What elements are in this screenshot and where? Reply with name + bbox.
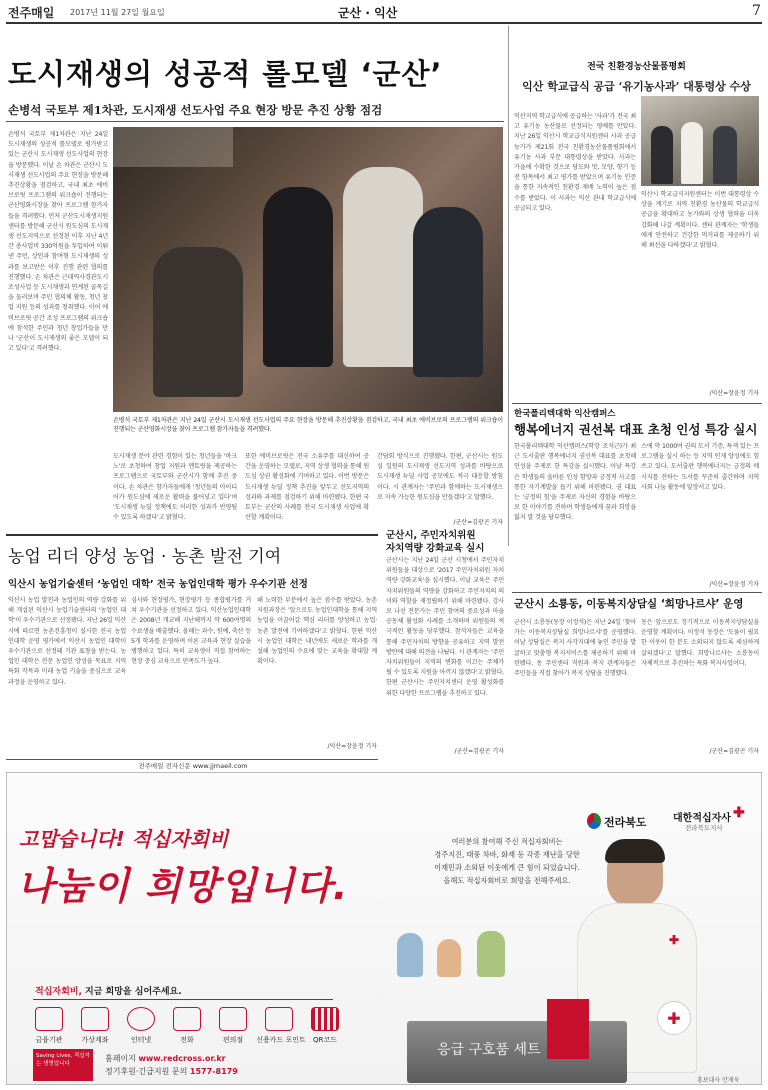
red-cross-ad bbox=[6, 772, 762, 1085]
ad-headline-2: 나눔이 희망입니다. bbox=[17, 864, 349, 908]
section-name: 군산 · 익산 bbox=[338, 6, 398, 20]
ad-subline-red: 적십자회비, bbox=[35, 987, 82, 997]
campus-body-3: 스에 약 1000여 권의 도서 기증, 특색 있는 프로그램을 실시 하는 등 지역 인재 양성에도 힘쓰고 있다. 도서출판 행복에너지는 긍정의 메시지를 전하는 도서를 꾸준히 출간하며 지역사회 나눔 활동에 앞장서고 있다. bbox=[641, 443, 759, 491]
farm-headline: 농업 리더 양성 농업 · 농촌 발전 기여 bbox=[8, 547, 282, 567]
farm-body-3: 해 노력한 부분에서 높은 점수를 받았다. 농촌지원과장은 '앞으로도 농업인대학을 통해 지역 농업을 이끌어갈 핵심 리더를 양성하고 농업·농촌 발전에 기여하겠다'고 밝혔다. 한편 익산시 농업인 대학은 내년에도 새로운 학과를 개설해 농업인의 수요에 맞는 교육을 확대할 계획이다. bbox=[257, 597, 377, 666]
photo-figure bbox=[263, 187, 333, 367]
campus-headline: 행복에너지 권선복 대표 초청 인성 특강 실시 bbox=[514, 422, 758, 437]
child-figure bbox=[477, 931, 505, 977]
jeonbuk-logo bbox=[587, 811, 647, 833]
phone-label: 정기후원·긴급지원 문의 bbox=[105, 1067, 188, 1076]
ambassador-hair bbox=[605, 839, 665, 863]
saving-lives-badge: Saving Lives, 적십자는 생명입니다 bbox=[33, 1049, 93, 1081]
newspaper-logo: 전주매일 bbox=[8, 6, 55, 20]
farm-body-1: 익산시 농업 발전과 농업인의 역량 강화를 위해 개설된 익산시 농업기술센터의 '농업인 대학'이 우수기관으로 선정됐다. 지난 26일 익산시에 따르면 농촌진흥청이 실시한 전국 농업인대학 운영 평가에서 익산시 농업인 대학이 우수기관으로 선정돼 기관 표창을 받는다. 농업인 대학은 전문 농업인 양성을 목표로 지역 특화 작목과 미래 농업 기술을 중심으로 교육 과정을 운영하고 있다. bbox=[8, 597, 126, 686]
photo-figure bbox=[153, 247, 243, 397]
ad-contacts bbox=[105, 1052, 238, 1078]
pay-label: QR코드 bbox=[313, 1036, 337, 1044]
ad-message-line: 여러분의 참여해 주신 적십자회비는 bbox=[451, 837, 563, 846]
photo-sign bbox=[113, 127, 233, 167]
pay-label: 인터넷 bbox=[130, 1036, 152, 1044]
welfare-headline: 군산시 소룡동, 이동복지상담실 ‘희망나르샤’ 운영 bbox=[514, 598, 744, 610]
qr-code-icon bbox=[311, 1007, 339, 1031]
photo-figure bbox=[343, 167, 423, 367]
redcross-name: 대한적십자사 bbox=[673, 813, 731, 824]
lead-photo bbox=[113, 127, 503, 412]
resident-headline: 자치역량 강화교육 실시 bbox=[386, 543, 485, 554]
apple-byline: /익산=장윤정 기자 bbox=[709, 390, 759, 397]
issue-date: 2017년 11월 27일 월요일 bbox=[70, 8, 165, 17]
footer-rule bbox=[6, 759, 378, 760]
redcross-branch: 전라북도지사 bbox=[685, 824, 723, 832]
campus-body-1: 한국폴리텍대학 익산캠퍼스(학장 조석근)가 최근 도서출판 행복에너지 권선복 대표를 초청해 인성을 주제로 한 특강을 실시했다. 이날 특강은 학생들의 올바른 인성 함양과 긍정적 사고를 통한 자기계발을 돕기 위해 마련됐다. 권 대표는 '긍정의 힘'을 주제로 자신의 경험을 바탕으로 한 이야기를 전하며 학생들에게 꿈과 희망을 잃지 말 것을 당부했다. bbox=[514, 443, 636, 522]
welfare-body-2: 동은 앞으로도 정기적으로 이동복지상담실을 운영할 계획이다. 이정석 동장은 '도움이 필요한 이웃이 한 분도 소외되지 않도록 세심하게 살피겠다'고 말했다. 희망나르샤는 소룡동이 자체적으로 추진하는 특화 복지사업이다. bbox=[641, 619, 759, 667]
pay-label: 신용카드 포인트 bbox=[256, 1036, 306, 1044]
redcross-logo bbox=[673, 807, 759, 835]
lead-photo-caption: 손병석 국토부 제1차관은 지난 24일 군산시 도시재생 선도사업의 주요 현장을 방문해 추진상황을 점검하고, 국내 최초 에비브로의 프로그램의 위크숍이 진행되는 군산영화시장을 찾아 프로그램 참가자들을 격려했다. bbox=[113, 417, 503, 433]
homepage-label: 홈페이지 bbox=[105, 1054, 136, 1063]
masthead bbox=[8, 3, 760, 21]
column-divider bbox=[508, 26, 509, 546]
child-figure bbox=[397, 933, 423, 977]
ad-message-line: 경주지진, 태풍 차바, 화재 등 각종 재난을 당한 bbox=[434, 850, 580, 859]
lead-byline: /군산=김광곤 기자 bbox=[453, 519, 503, 526]
bank-icon bbox=[35, 1007, 63, 1031]
apple-kicker: 전국 친환경농산물품평회 bbox=[587, 62, 686, 72]
photo-figure bbox=[681, 122, 703, 184]
welfare-byline: /군산=김광곤 기자 bbox=[709, 748, 759, 755]
apple-body-1: 익산지역 학교급식에 공급하는 '사과'가 전국 최고 유기농 농산물로 선정되는 영예를 안았다. 지난 26일 익산시 학교급식지원센터 사과 공급 농가가 제21회 전국 친환경농산물품평회에서 유기농 사과 부문 대통령상을 받았다. 사과는 가을에 수확한 것으로 당도와 맛, 모양, 향기 등 전 항목에서 최고 평가를 받았으며 유기농 인증을 통한 지속적인 친환경 재배 노력이 높은 점수를 받았다. 이 사과는 익산 관내 학교급식에 공급되고 있다. bbox=[514, 113, 636, 212]
campus-byline: /익산=장윤정 기자 bbox=[709, 581, 759, 588]
resident-byline: /군산=김광곤 기자 bbox=[454, 748, 504, 755]
jeonbuk-emblem-icon bbox=[587, 813, 601, 829]
apple-photo bbox=[641, 96, 759, 186]
internet-icon bbox=[127, 1007, 155, 1031]
pay-label: 편의점 bbox=[222, 1036, 244, 1044]
relief-kit-tag bbox=[547, 999, 589, 1059]
section-rule bbox=[512, 403, 762, 404]
photo-figure bbox=[413, 207, 483, 377]
virtual-account-icon bbox=[81, 1007, 109, 1031]
ad-subline bbox=[35, 984, 182, 997]
welfare-body-1: 군산시 소룡동(동장 이정석)은 지난 24일 '찾아가는 이동복지상담실 희망나르샤'를 운영했다. 이날 상담실은 복지 사각지대에 놓인 주민을 발굴하고 맞춤형 복지서비스를 제공하기 위해 마련됐다. 동 주민센터 직원과 복지 관계자들은 주민들을 직접 찾아가 복지 상담을 진행했다. bbox=[514, 619, 636, 678]
ad-message-line: 이재민과 소외된 이웃에게 큰 힘이 되었습니다. bbox=[434, 863, 580, 872]
lead-body-mid: 도시재생 분야 관련 경험이 있는 청년들을 '바크노'로 초청하여 창업 지원과 멘토링을 제공하는 프로그램으로 국토부와 군산시가 함께 추진 중이다. 손 차관은 참가자들에게 '청년들의 아이디어가 원도심에 새로운 활력을 불어넣고 있다'며 '도시재생 뉴딜 정책에도 이러한 성과가 반영될 수 있도록 하겠다'고 밝혔다. bbox=[113, 453, 237, 522]
page-number: 7 bbox=[752, 3, 761, 19]
farm-byline: /익산=장윤정 기자 bbox=[327, 743, 377, 750]
header-rule bbox=[6, 22, 762, 24]
homepage-link[interactable]: www.redcross.or.kr bbox=[138, 1054, 226, 1063]
relief-kit-label: 응급 구호품 세트 bbox=[437, 1042, 541, 1058]
lead-subheadline: 손병석 국토부 제1차관, 도시재생 선도사업 주요 현장 방문 추진 상황 점검 bbox=[8, 103, 383, 117]
child-figure bbox=[437, 939, 461, 977]
phone-icon bbox=[173, 1007, 201, 1031]
red-cross-icon: ✚ bbox=[669, 933, 680, 947]
photo-figure bbox=[713, 126, 737, 184]
apple-headline: 익산 학교급식 공급 ‘유기농사과’ 대통령상 수상 bbox=[522, 80, 751, 93]
section-rule bbox=[6, 534, 378, 536]
farm-body-2: 심사와 현장평가, 현장평가 등 종합평가를 거쳐 우수기관을 선정하고 있다. 익산농업인대학은 2008년 개교해 지난해까지 약 600여명의 수료생을 배출했다. 올해는 과수, 원예, 축산 등 5개 학과를 운영하며 이론 교육과 현장 실습을 병행하고 있다. 특히 교육생이 직접 참여하는 현장 중심 교육으로 만족도가 높다. bbox=[131, 597, 251, 666]
ambassador-caption: 홍보대사 안재욱 bbox=[697, 1077, 740, 1084]
lead-rule bbox=[6, 121, 504, 122]
lead-body-mid2: 또한 에비브로릿은 전국 소유주를 대신하여 공간을 운영하는 모델로, 지역 상생 협력을 통해 원도심 상권 활성화에 기여하고 있다. 이번 방문은 도시재생 뉴딜 정책 추진을 앞두고 선도지역의 성과와 과제를 점검하기 위해 마련됐다. 한편 국토부는 군산의 사례를 전국 도시재생 사업에 확산할 계획이다. bbox=[245, 453, 369, 522]
red-cross-icon: ✚ bbox=[733, 805, 745, 821]
pay-label: 금융기관 bbox=[35, 1036, 63, 1044]
lead-body-right: 간담회 방식으로 진행됐다. 한편, 군산시는 원도심 일원의 도시재생 선도지역 성과를 바탕으로 도시재생 뉴딜 사업 공모에도 적극 대응할 방침이다. 시 관계자는 '주민과 함께하는 도시재생으로 지속 가능한 원도심을 만들겠다'고 말했다. bbox=[377, 453, 503, 501]
convenience-store-icon bbox=[219, 1007, 247, 1031]
ad-subline-text: 지금 희망을 심어주세요. bbox=[81, 987, 182, 997]
lead-body-left: 손병석 국토부 제1차관은 지난 24일 도시재생의 성공적 롤모델로 평가받고 있는 군산시 도시재생 선도사업의 현장을 방문했다. 이날 손 차관은 군산시 도시재생 선도사업의 주요 현장을 방문해 추진상황을 점검하고, 국내 최초 에비브로릿 프로그램의 위크숍이 진행되는 군산영화시장을 찾아 프로그램 참가자들을 격려했다. 먼저 군산도시재생지원센터를 방문해 군산시 원도심의 도시재생 선도지역으로 선정된 이후 지난 4년간 총사업비 330억원을 투입하여 이뤄낸 주민, 상인과 참여형 도시재생의 성과를 보고받은 이후 진행 관련 협의를 진행했다. 손 차관은 근대역사경관도시 조성사업 등 도시재생과 연계된 골목길을 둘러보며 주민 협의체 활동, 청년 창업 지원 등의 성과를 청취했다. 이어 에비브로릿 공간 조성 프로그램의 위크숍에 참석한 주민과 청년 창업가들을 만나 '군산이 도시재생의 좋은 모델이 되고 있다'고 격려했다. bbox=[8, 131, 108, 353]
ad-message-line: 올해도 적십자회비로 희망을 전해주세요. bbox=[443, 876, 571, 885]
pay-label: 전화 bbox=[180, 1036, 194, 1044]
farm-subheadline: 익산시 농업기술센터 ‘농업인 대학’ 전국 농업인대학 평가 우수기관 선정 bbox=[8, 579, 308, 590]
apple-body-2: 익산시 학교급식지원센터는 이번 대통령상 수상을 계기로 지역 친환경 농산물의 학교급식 공급을 확대하고 농가와의 상생 협력을 더욱 강화해 나갈 계획이다. 센터 관계자는 '학생들에게 안전하고 건강한 먹거리를 제공하기 위해 최선을 다하겠다'고 밝혔다. bbox=[641, 191, 759, 250]
ad-rule bbox=[33, 999, 333, 1000]
children-illustration bbox=[377, 923, 537, 983]
phone-number: 1577-8179 bbox=[189, 1067, 238, 1076]
photo-figure bbox=[651, 126, 673, 184]
pay-label: 가상계좌 bbox=[81, 1036, 109, 1044]
credit-card-icon bbox=[265, 1007, 293, 1031]
resident-kicker: 군산시, 주민자치위원 bbox=[386, 530, 476, 541]
ad-headline-1: 고맙습니다! 적십자회비 bbox=[19, 827, 229, 851]
relief-kit-box bbox=[407, 1021, 627, 1083]
red-cross-emblem-icon: ✚ bbox=[657, 1001, 691, 1035]
section-rule bbox=[512, 592, 762, 593]
campus-kicker: 한국폴리텍대학 익산캠퍼스 bbox=[514, 409, 616, 419]
epaper-note: 전주매일 전자신문 www.jjmaeil.com bbox=[138, 762, 248, 770]
jeonbuk-name: 전라북도 bbox=[604, 816, 647, 829]
resident-body: 군산시는 지난 24일 군산 시청에서 주민자치위원들을 대상으로 '2017 주민자치위원 자치역량 강화교육'을 실시했다. 이날 교육은 주민자치위원들의 역량을 강화하고 주민자치의 의미와 역할을 재정립하기 위해 마련됐다. 강사로 나선 전문가는 주민 참여의 중요성과 마을 공동체 활성화 사례를 소개하며 위원들의 적극적인 활동을 당부했다. 참석자들은 교육을 통해 주민자치의 방향을 공유하고 지역 발전 방안에 대해 의견을 나눴다. 시 관계자는 '주민자치위원들이 지역의 변화를 이끄는 주체가 될 수 있도록 지원을 아끼지 않겠다'고 밝혔다. 한편 군산시는 주민자치센터 운영 활성화를 위한 다양한 프로그램을 추진하고 있다. bbox=[386, 557, 504, 697]
lead-headline: 도시재생의 성공적 롤모델 ‘군산’ bbox=[8, 57, 443, 91]
